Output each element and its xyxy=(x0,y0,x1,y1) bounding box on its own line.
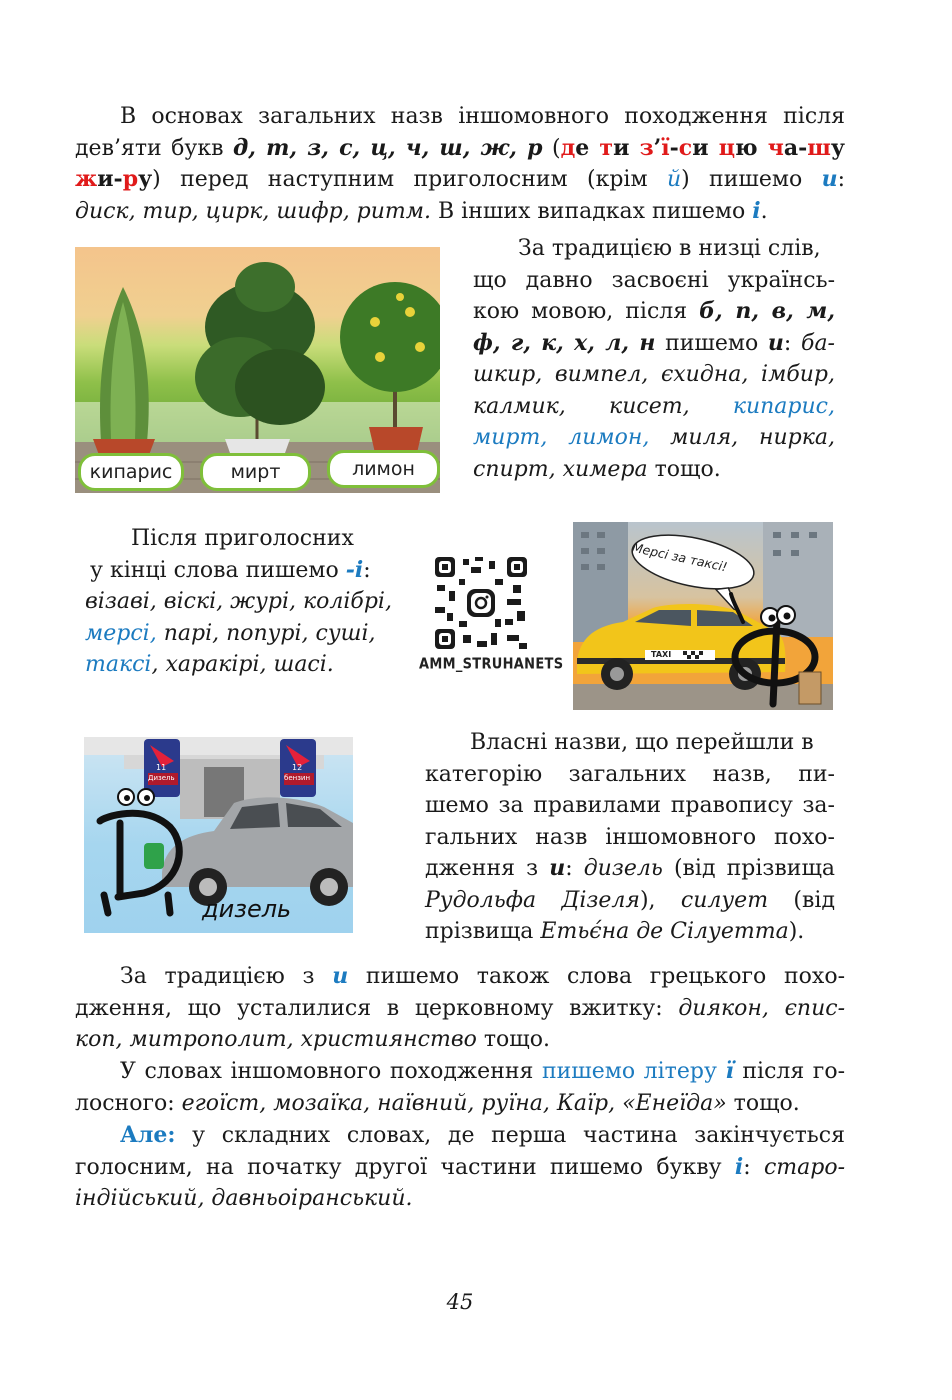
pump-right-number: 12 xyxy=(292,763,303,772)
para1-line3: жи-ру) перед наступним приголосним (крім й) пишемо и: xyxy=(75,166,845,192)
paragraph-6 xyxy=(75,1056,845,1119)
para4-line2: категорію загальних назв, пи- xyxy=(425,761,835,787)
para6-line2: лосного: егоїст, мозаїка, наївний, руїна, Каїр, «Енеїда» тощо. xyxy=(75,1090,800,1116)
para4-line3: шемо за правилами правопису за- xyxy=(425,793,835,818)
mnemonic-phrase-end: жи-ру xyxy=(75,166,153,192)
paragraph-4 xyxy=(425,727,835,948)
taxi-picture xyxy=(573,522,833,710)
taxi-speech-bubble-text: Мерсі за таксі! xyxy=(630,539,729,575)
paragraph-2 xyxy=(473,233,835,485)
taxi-illustration xyxy=(573,522,833,710)
mnemonic-phrase: де ти з’ї-си цю ча-шу xyxy=(560,134,845,161)
cypress-plant xyxy=(93,287,155,455)
para5-line1: За традицією з и пишемо також слова грецького похо- xyxy=(120,963,845,989)
page-number: 45 xyxy=(446,1290,474,1314)
para2-line3: кою мовою, після б, п, в, м, xyxy=(473,298,835,324)
para3-line2: у кінці слова пишемо -і: xyxy=(90,556,371,583)
pump-left-number: 11 xyxy=(156,763,167,772)
para3-line4: мерсі, парі, попурі, суші, xyxy=(85,620,376,646)
label-cypress: кипарис xyxy=(78,453,184,491)
para2-line6: калмик, кисет, кипарис, xyxy=(473,393,835,419)
para2-line1: За традицією в низці слів, xyxy=(518,236,821,261)
but-label: Але: xyxy=(120,1122,176,1148)
diesel-illustration xyxy=(84,737,353,933)
para2-line4: ф, г, к, х, л, н пишемо и: ба- xyxy=(473,329,835,356)
para3-line1: Після приголосних xyxy=(131,526,354,551)
para3-line5: таксі, харакірі, шасі. xyxy=(85,652,334,677)
para5-line3: коп, митрополит, християнство тощо. xyxy=(75,1027,550,1052)
pump-left-label: Дизель xyxy=(148,774,175,782)
paragraph-3 xyxy=(85,523,405,681)
taxi-sign: TAXI xyxy=(651,650,672,659)
para3-line3: візаві, віскі, журі, колібрі, xyxy=(85,589,392,614)
para5-line2: дження, що усталилися в церковному вжитку: диякон, єпис- xyxy=(75,995,845,1021)
para2-line7: мирт, лимон, миля, нирка, xyxy=(473,425,835,450)
para4-line1: Власні назви, що перейшли в xyxy=(470,730,814,755)
para7-line3: індійський, давньоіранський. xyxy=(75,1186,413,1211)
paragraph-1 xyxy=(75,101,845,227)
para1-line2: дев’яти букв д, т, з, с, ц, ч, ш, ж, р (де ти з’ї-си цю ча-шу xyxy=(75,134,845,161)
para6-line1: У словах іншомовного походження пишемо літеру ї після го- xyxy=(120,1058,845,1084)
plants-illustration xyxy=(75,247,440,493)
para1-line1: В основах загальних назв іншомовного походження після xyxy=(120,104,845,129)
para2-line8: спирт, химера тощо. xyxy=(473,456,721,482)
label-myrtle: мирт xyxy=(200,453,311,491)
para2-line2: що давно засвоєні українсь- xyxy=(473,267,835,293)
para4-line6: Рудольфа Дізеля), силует (від xyxy=(425,887,835,913)
paragraph-5 xyxy=(75,961,845,1056)
pump-right-label: бензин xyxy=(284,774,311,782)
qr-code-icon xyxy=(433,555,529,651)
paragraph-7 xyxy=(75,1120,845,1215)
diesel-caption: дизель xyxy=(202,895,292,923)
para7-line1: Але: у складних словах, де перша частина закінчується xyxy=(120,1122,845,1148)
para2-line5: шкир, вимпел, єхидна, імбир, xyxy=(473,362,835,387)
para1-line4: диск, тир, цирк, шифр, ритм. В інших випадках пишемо і. xyxy=(75,197,768,224)
qr-code[interactable] xyxy=(433,555,529,651)
para7-line2: голосним, на початку другої частини пишемо букву і: старо- xyxy=(75,1153,845,1180)
label-lemon: лимон xyxy=(327,450,440,488)
qr-caption: AMM_STRUHANETS xyxy=(419,655,564,674)
para4-line5: дження з и: дизель (від прізвища xyxy=(425,855,836,881)
para4-line7: прізвища Етьє́на де Сілуетта). xyxy=(425,919,805,944)
para4-line4: гальних назв іншомовного похо- xyxy=(425,824,835,850)
